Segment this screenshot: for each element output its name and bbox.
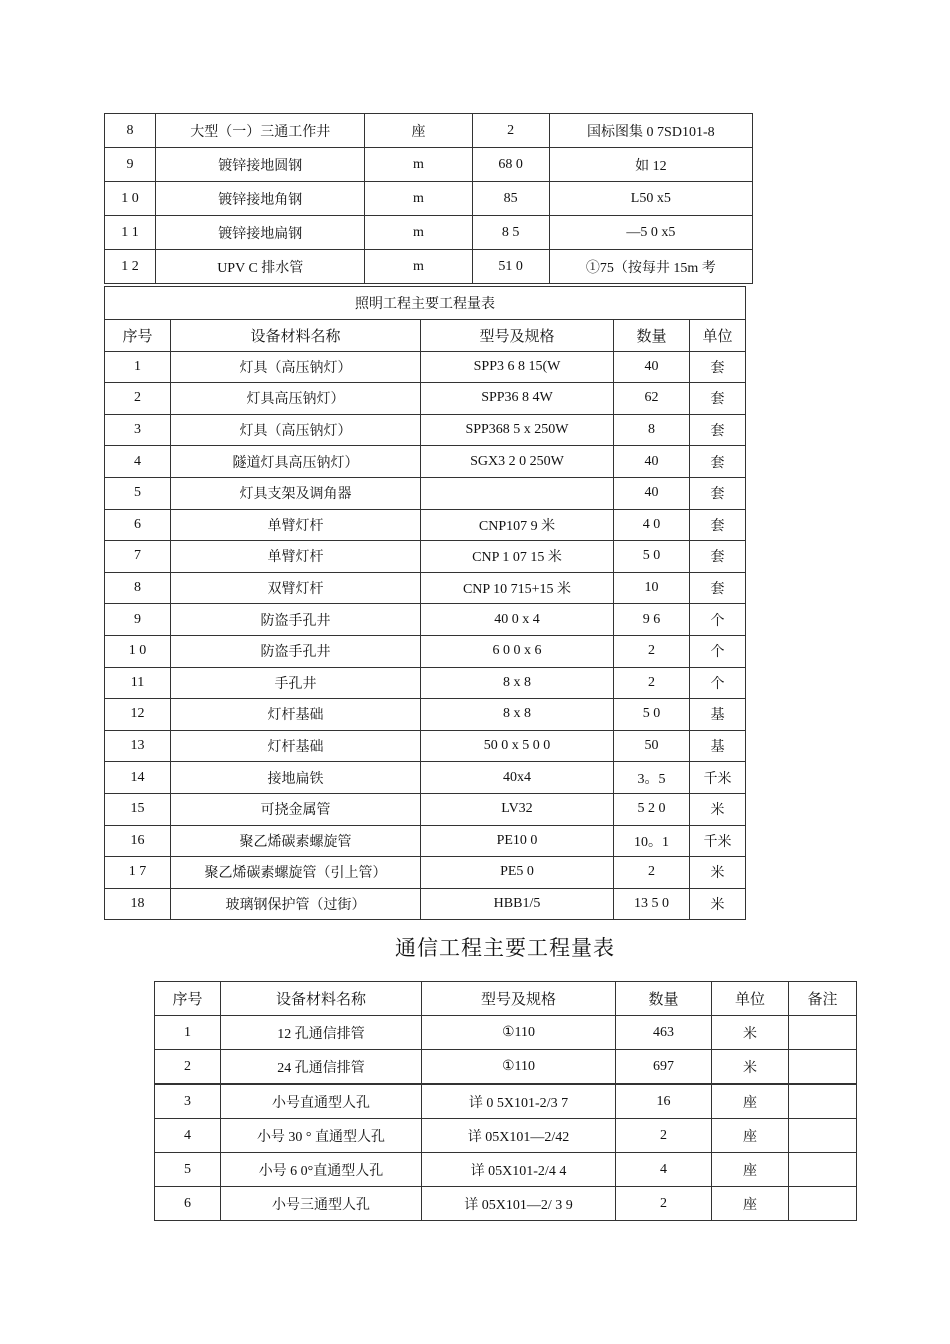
table-row	[105, 541, 746, 573]
cell-no: 1 2	[105, 250, 156, 284]
cell-no: 8	[105, 114, 156, 148]
cell-spec: CNP107 9 米	[421, 509, 614, 541]
cell-unit: 套	[690, 414, 746, 446]
cell-unit: 基	[690, 730, 746, 762]
cell-unit: 千米	[690, 762, 746, 794]
table-row	[105, 114, 753, 148]
cell-no: 13	[105, 730, 171, 762]
header-spec: 型号及规格	[422, 982, 616, 1016]
cell-name: 小号 30 ° 直通型人孔	[221, 1119, 422, 1153]
cell-spec: PE5 0	[421, 857, 614, 889]
cell-qty: 8 5	[472, 216, 549, 250]
table-row	[105, 148, 753, 182]
cell-unit: 千米	[690, 825, 746, 857]
cell-qty: 4 0	[614, 509, 690, 541]
cell-qty: 51 0	[472, 250, 549, 284]
cell-qty: 13 5 0	[614, 888, 690, 920]
cell-no: 2	[105, 383, 171, 415]
cell-spec: 40 0 x 4	[421, 604, 614, 636]
cell-unit: 套	[690, 477, 746, 509]
cell-unit: 米	[690, 888, 746, 920]
cell-no: 11	[105, 667, 171, 699]
cell-spec: 详 05X101—2/42	[422, 1119, 616, 1153]
cell-name: 灯具（高压钠灯）	[171, 351, 421, 383]
cell-no: 9	[105, 148, 156, 182]
cell-no: 4	[105, 446, 171, 478]
cell-unit: 座	[712, 1119, 789, 1153]
cell-spec: 40x4	[421, 762, 614, 794]
table-row	[105, 667, 746, 699]
cell-no: 1 0	[105, 635, 171, 667]
header-note: 备注	[789, 982, 857, 1016]
cell-no: 9	[105, 604, 171, 636]
cell-unit: m	[365, 216, 472, 250]
cell-name: 聚乙烯碳素螺旋管	[171, 825, 421, 857]
cell-qty: 10。1	[614, 825, 690, 857]
cell-spec: 50 0 x 5 0 0	[421, 730, 614, 762]
cell-spec: 详 05X101—2/ 3 9	[422, 1187, 616, 1221]
lighting-table-header-row	[105, 320, 746, 352]
cell-no: 7	[105, 541, 171, 573]
cell-no: 16	[105, 825, 171, 857]
lighting-table-body	[105, 287, 746, 920]
cell-no: 1 0	[105, 182, 156, 216]
cell-spec: —5 0 x5	[549, 216, 752, 250]
cell-no: 1 1	[105, 216, 156, 250]
communication-table	[154, 981, 857, 1221]
table-row	[105, 635, 746, 667]
cell-name: UPV C 排水管	[156, 250, 365, 284]
cell-qty: 4	[616, 1153, 712, 1187]
cell-spec: HBB1/5	[421, 888, 614, 920]
cell-unit: 个	[690, 635, 746, 667]
cell-name: 灯杆基础	[171, 730, 421, 762]
cell-name: 灯具支架及调角器	[171, 477, 421, 509]
cell-qty: 5 0	[614, 699, 690, 731]
cell-spec: SGX3 2 0 250W	[421, 446, 614, 478]
cell-name: 镀锌接地扁钢	[156, 216, 365, 250]
cell-no: 1	[155, 1016, 221, 1050]
header-qty: 数量	[614, 320, 690, 352]
cell-unit: 个	[690, 604, 746, 636]
table-row	[105, 857, 746, 889]
table-row	[105, 572, 746, 604]
cell-spec: PE10 0	[421, 825, 614, 857]
cell-note	[789, 1084, 857, 1119]
cell-qty: 68 0	[472, 148, 549, 182]
table-row	[105, 414, 746, 446]
cell-name: 小号三通型人孔	[221, 1187, 422, 1221]
cell-no: 12	[105, 699, 171, 731]
cell-qty: 40	[614, 351, 690, 383]
cell-qty: 3。5	[614, 762, 690, 794]
cell-qty: 463	[616, 1016, 712, 1050]
cell-qty: 16	[616, 1084, 712, 1119]
cell-spec: 8 x 8	[421, 699, 614, 731]
cell-spec: 6 0 0 x 6	[421, 635, 614, 667]
header-name: 设备材料名称	[221, 982, 422, 1016]
cell-unit: 米	[712, 1050, 789, 1085]
table-row	[105, 250, 753, 284]
table-row	[105, 762, 746, 794]
cell-name: 双臂灯杆	[171, 572, 421, 604]
header-unit: 单位	[712, 982, 789, 1016]
cell-note	[789, 1016, 857, 1050]
cell-name: 玻璃钢保护管（过街）	[171, 888, 421, 920]
cell-qty: 2	[616, 1187, 712, 1221]
cell-name: 可挠金属管	[171, 793, 421, 825]
cell-unit: 座	[712, 1153, 789, 1187]
cell-qty: 10	[614, 572, 690, 604]
cell-name: 防盗手孔井	[171, 635, 421, 667]
cell-note	[789, 1119, 857, 1153]
cell-qty: 2	[614, 667, 690, 699]
cell-no: 3	[155, 1084, 221, 1119]
table-row	[105, 793, 746, 825]
header-spec: 型号及规格	[421, 320, 614, 352]
continuation-table	[104, 113, 753, 284]
cell-unit: 座	[712, 1084, 789, 1119]
cell-qty: 62	[614, 383, 690, 415]
cell-no: 4	[155, 1119, 221, 1153]
cell-no: 14	[105, 762, 171, 794]
cell-spec: CNP 1 07 15 米	[421, 541, 614, 573]
header-name: 设备材料名称	[171, 320, 421, 352]
cell-name: 手孔井	[171, 667, 421, 699]
header-qty: 数量	[616, 982, 712, 1016]
cell-name: 灯具高压钠灯）	[171, 383, 421, 415]
cell-name: 大型（一）三通工作井	[156, 114, 365, 148]
cell-no: 6	[105, 509, 171, 541]
cell-spec: 8 x 8	[421, 667, 614, 699]
cell-qty: 2	[616, 1119, 712, 1153]
header-no: 序号	[105, 320, 171, 352]
cell-name: 灯具（高压钠灯）	[171, 414, 421, 446]
cell-unit: 套	[690, 383, 746, 415]
cell-no: 3	[105, 414, 171, 446]
cell-spec: SPP3 6 8 15(W	[421, 351, 614, 383]
cell-qty: 5 0	[614, 541, 690, 573]
lighting-table-title-row	[105, 287, 746, 320]
cell-name: 12 孔通信排管	[221, 1016, 422, 1050]
cell-name: 聚乙烯碳素螺旋管（引上管）	[171, 857, 421, 889]
cell-name: 防盗手孔井	[171, 604, 421, 636]
cell-qty: 697	[616, 1050, 712, 1085]
table-row	[105, 699, 746, 731]
cell-no: 15	[105, 793, 171, 825]
cell-unit: 套	[690, 446, 746, 478]
cell-unit: m	[365, 250, 472, 284]
cell-spec: CNP 10 715+15 米	[421, 572, 614, 604]
cell-no: 2	[155, 1050, 221, 1085]
table-row	[155, 1016, 857, 1050]
cell-no: 6	[155, 1187, 221, 1221]
cell-unit: 米	[690, 857, 746, 889]
cell-name: 接地扁铁	[171, 762, 421, 794]
cell-unit: 座	[365, 114, 472, 148]
cell-unit: 个	[690, 667, 746, 699]
cell-name: 小号直通型人孔	[221, 1084, 422, 1119]
cell-note	[789, 1153, 857, 1187]
table-row	[155, 1050, 857, 1085]
cell-qty: 85	[472, 182, 549, 216]
continuation-table-body	[105, 114, 753, 284]
cell-name: 单臂灯杆	[171, 509, 421, 541]
cell-spec: ①75（按每井 15m 考	[549, 250, 752, 284]
table-row	[105, 182, 753, 216]
communication-table-header-row	[155, 982, 857, 1016]
cell-spec	[421, 477, 614, 509]
table-row	[105, 604, 746, 636]
cell-spec: ①110	[422, 1050, 616, 1085]
header-no: 序号	[155, 982, 221, 1016]
cell-unit: 基	[690, 699, 746, 731]
table-row	[105, 383, 746, 415]
cell-spec: LV32	[421, 793, 614, 825]
table-row	[105, 509, 746, 541]
cell-unit: 米	[690, 793, 746, 825]
cell-unit: 座	[712, 1187, 789, 1221]
cell-name: 镀锌接地角钢	[156, 182, 365, 216]
cell-qty: 2	[614, 635, 690, 667]
cell-name: 24 孔通信排管	[221, 1050, 422, 1085]
cell-no: 5	[155, 1153, 221, 1187]
cell-spec: SPP368 5 x 250W	[421, 414, 614, 446]
cell-spec: 详 05X101-2/4 4	[422, 1153, 616, 1187]
cell-unit: 套	[690, 541, 746, 573]
cell-name: 灯杆基础	[171, 699, 421, 731]
cell-qty: 40	[614, 446, 690, 478]
cell-unit: m	[365, 148, 472, 182]
cell-name: 镀锌接地圆钢	[156, 148, 365, 182]
cell-qty: 40	[614, 477, 690, 509]
cell-unit: 米	[712, 1016, 789, 1050]
cell-qty: 2	[472, 114, 549, 148]
lighting-table-title: 照明工程主要工程量表	[105, 287, 746, 320]
cell-no: 1	[105, 351, 171, 383]
table-row	[105, 216, 753, 250]
table-row	[105, 477, 746, 509]
table-row	[155, 1119, 857, 1153]
cell-qty: 2	[614, 857, 690, 889]
cell-qty: 9 6	[614, 604, 690, 636]
cell-spec: SPP36 8 4W	[421, 383, 614, 415]
cell-spec: 如 12	[549, 148, 752, 182]
cell-no: 1 7	[105, 857, 171, 889]
table-row	[155, 1187, 857, 1221]
cell-note	[789, 1187, 857, 1221]
lighting-table	[104, 286, 746, 920]
cell-qty: 8	[614, 414, 690, 446]
table-row	[105, 730, 746, 762]
cell-no: 8	[105, 572, 171, 604]
header-unit: 单位	[690, 320, 746, 352]
cell-name: 隧道灯具高压钠灯）	[171, 446, 421, 478]
cell-spec: ①110	[422, 1016, 616, 1050]
cell-spec: L50 x5	[549, 182, 752, 216]
table-row	[105, 825, 746, 857]
cell-qty: 5 2 0	[614, 793, 690, 825]
cell-unit: 套	[690, 572, 746, 604]
cell-name: 单臂灯杆	[171, 541, 421, 573]
cell-name: 小号 6 0°直通型人孔	[221, 1153, 422, 1187]
cell-spec: 国标图集 0 7SD101-8	[549, 114, 752, 148]
cell-unit: m	[365, 182, 472, 216]
table-row	[105, 888, 746, 920]
communication-table-body	[155, 982, 857, 1221]
cell-no: 18	[105, 888, 171, 920]
table-row	[155, 1084, 857, 1119]
cell-no: 5	[105, 477, 171, 509]
cell-qty: 50	[614, 730, 690, 762]
table-row	[105, 446, 746, 478]
cell-unit: 套	[690, 509, 746, 541]
cell-unit: 套	[690, 351, 746, 383]
communication-table-title: 通信工程主要工程量表	[395, 936, 615, 960]
table-row	[105, 351, 746, 383]
cell-note	[789, 1050, 857, 1085]
table-row	[155, 1153, 857, 1187]
cell-spec: 详 0 5X101-2/3 7	[422, 1084, 616, 1119]
